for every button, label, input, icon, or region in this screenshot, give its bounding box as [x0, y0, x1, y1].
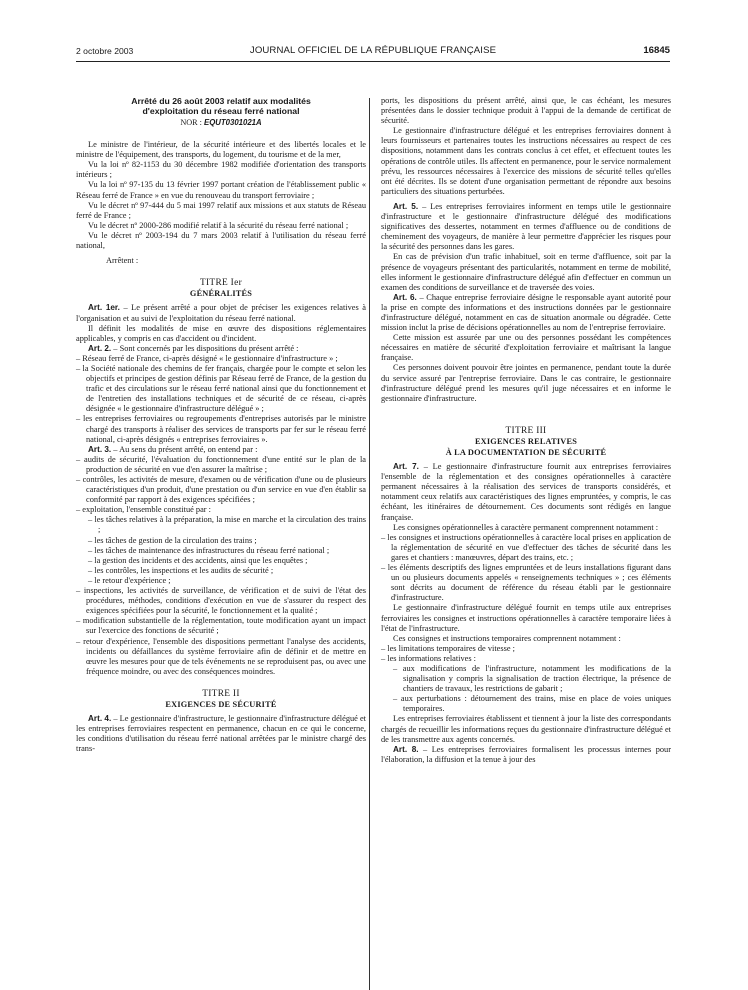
list-item: – audits de sécurité, l'évaluation du fonctionnement d'une entité sur le plan de la production de sécurité en vue d'en assurer la maîtrise ; [76, 454, 366, 474]
list-item: – exploitation, l'ensemble constitué par : [76, 505, 211, 515]
article-3 [76, 445, 366, 455]
article-1 [76, 303, 366, 323]
list-item: – les consignes et instructions opérationnelles à caractère local prises en application de la réglementation de sécurité en vue d'effectuer des tâches de sécurité dans les gares et chantiers : manœuvres, départ des trains, etc. ; [381, 532, 671, 562]
article-7-paragraph: Les consignes opérationnelles à caractère permanent comprennent notamment : [393, 522, 659, 532]
article-7-paragraph: Ces consignes et instructions temporaires comprennent notamment : [393, 633, 621, 643]
header-journal-title: JOURNAL OFFICIEL DE LA RÉPUBLIQUE FRANÇAISE [249, 45, 497, 56]
list-item: – Réseau ferré de France, ci-après désigné « le gestionnaire d'infrastructure » ; [76, 353, 338, 363]
page-header [76, 44, 670, 60]
article-8-label: Art. 8. [393, 744, 419, 754]
article-4-text: – Le gestionnaire d'infrastructure, le gestionnaire d'infrastructure délégué et les entreprises ferroviaires respectent en permanence, chacun en ce qui le concerne, les conditions d'utilisation du réseau ferré national arrêtées par le ministre chargé des trans- [76, 714, 366, 754]
list-item: – les informations relatives : [381, 653, 477, 663]
titre-3-subheading-line2: À LA DOCUMENTATION DE SÉCURITÉ [445, 448, 607, 457]
article-8-text: – Les entreprises ferroviaires formalisent les processus internes pour l'élaboration, la diffusion et la tenue à jour des [381, 744, 671, 764]
article-7-text: – Le gestionnaire d'infrastructure fournit aux entreprises ferroviaires l'ensemble de la réglementation et des consignes opérationnelles à caractère permanent nécessaires à la réalisation des services de transports considérés, et notamment ceux relatifs aux caractéristiques des lignes empruntées, y compris, le cas échéant, les itinéraires de détournement. Ces documents sont rédigés en langue française. [381, 462, 671, 522]
article-4 [76, 714, 366, 754]
article-1-label: Art. 1er. [88, 303, 120, 313]
list-item: – modification substantielle de la réglementation, toute modification ayant un impact sur l'exercice des fonctions de sécurité ; [76, 616, 366, 636]
nor-label: NOR : [180, 118, 202, 127]
titre-3-subheading: EXIGENCES RELATIVES [474, 436, 578, 446]
article-3-label: Art. 3. [88, 444, 112, 454]
article-7-paragraph: Les entreprises ferroviaires établissent et tiennent à jour la liste des correspondants chargés de recueillir les informations reçues du gestionnaire d'infrastructure délégué et de les transmettre aux agents concernés. [381, 714, 671, 744]
list-item: – inspections, les activités de surveillance, de vérification et de suivi de l'état des procédures, méthodes, conditions d'exécution en vue de s'assurer du respect des exigences spécifiées pour la sécurité, le fonctionnement et la qualité ; [76, 586, 366, 616]
article-7 [381, 462, 671, 523]
preamble-paragraph: Vu le décret nº 2000-286 modifié relatif à la sécurité du réseau ferré national ; [88, 220, 349, 230]
list-item: – retour d'expérience, l'ensemble des dispositions permettant l'analyse des accidents, incidents ou défaillances du système ferroviaire afin de définir et de mettre en œuvre les mesures pour que de tels événements ne se reproduisent pas, ou avec une fréquence moindre, ou avec des conséquences moindres. [76, 636, 366, 676]
article-5-text: – Les entreprises ferroviaires informent en temps utile le gestionnaire d'infrastructure et le gestionnaire d'infrastructure délégué des modifications significatives des dessertes, notamment en termes d'affluence ou de conditions de cheminement des voyageurs, de manière à leur permettre d'apprécier les risques pour la sécurité des personnes dans les gares. [381, 201, 671, 252]
article-6-paragraph: Cette mission est assurée par une ou des personnes possédant les compétences nécessaires en matière de sécurité d'exploitation ferroviaire et maîtrisant la langue française. [381, 333, 671, 363]
article-3-text: – Au sens du présent arrêté, on entend par : [111, 444, 258, 454]
article-1-paragraph: Il définit les modalités de mise en œuvre des dispositions réglementaires applicables, y compris en cas d'accident ou d'incident. [76, 323, 366, 343]
article-5-paragraph: En cas de prévision d'un trafic inhabituel, soit en terme d'affluence, soit par la présence de voyageurs présentant des particularités, notamment en terme de mobilité, elles informent le gestionnaire d'infrastructure délégué afin d'effectuer en commun un examen des conditions de surveillance et de traversée des voies. [381, 252, 671, 292]
sub-list-item: – la gestion des incidents et des accidents, ainsi que les enquêtes ; [88, 555, 308, 565]
article-4-continuation: ports, les dispositions du présent arrêté, ainsi que, le cas échéant, les mesures présentées dans le dossier technique produit à l'appui de la demande de certificat de sécurité. [381, 96, 671, 126]
article-4-paragraph: Le gestionnaire d'infrastructure délégué et les entreprises ferroviaires donnent à leurs fournisseurs et partenaires toutes les instructions nécessaires au respect de ces dispositions, notamment dans les contrats conclus à cet effet, et effectuent toutes les opérations de contrôle utiles. Ils affectent en permanence, pour le service normalement prévu, les ressources nécessaires à l'exercice des missions de sécurité telles qu'elles ont été décrites. Ils se dotent d'une organisation permettant de répondre aux besoins particuliers des situations perturbées. [381, 126, 671, 196]
preamble-paragraph: Vu la loi nº 82-1153 du 30 décembre 1982 modifiée d'orientation des transports intérieurs ; [76, 160, 366, 180]
article-6 [381, 293, 671, 333]
titre-3-heading: TITRE III [505, 425, 547, 436]
article-8 [381, 745, 671, 765]
right-column [381, 96, 671, 765]
article-5 [381, 202, 671, 252]
preamble-paragraph: Le ministre de l'intérieur, de la sécurité intérieure et des libertés locales et le ministre de l'équipement, des transports, du logement, du tourisme et de la mer, [76, 140, 366, 160]
preamble-paragraph: Vu le décret nº 97-444 du 5 mai 1997 relatif aux missions et aux statuts de Réseau ferré de France ; [76, 200, 366, 220]
sub-list-item: – aux modifications de l'infrastructure, notamment les modifications de la signalisation y compris la signalisation de traction électrique, la présence de chantiers de travaux, les restrictions de gabarit ; [393, 663, 671, 694]
sub-list-item: – aux perturbations : détournement des trains, mise en place de voies uniques temporaires. [393, 694, 671, 714]
sub-list-item: – le retour d'expérience ; [88, 575, 171, 585]
list-item: – les éléments descriptifs des lignes empruntées et de leurs installations figurant dans un ou plusieurs documents appelés « renseignements techniques » ; ces éléments sont décrits au document de référence du réseau établi par le gestionnaire d'infrastructure. [381, 563, 671, 603]
nor-reference [76, 118, 366, 128]
arrete-title: Arrêté du 26 août 2003 relatif aux modalités d'exploitation du réseau ferré national [131, 96, 311, 116]
preamble-paragraph: Vu le décret nº 2003-194 du 7 mars 2003 relatif à l'utilisation du réseau ferré national, [76, 230, 366, 251]
article-5-label: Art. 5. [393, 201, 419, 211]
titre-2-subheading: EXIGENCES DE SÉCURITÉ [165, 699, 277, 709]
titre-1-heading: TITRE Ier [199, 278, 242, 289]
list-item: – les entreprises ferroviaires ou regroupements d'entreprises autorisés par le ministre chargé des transports à réaliser des services de transports par fer sur le réseau ferré national, ci-après désignés « entreprises ferroviaires ». [76, 414, 366, 444]
list-item: – contrôles, les activités de mesure, d'examen ou de vérification d'une ou de plusieurs caractéristiques d'un produit, d'une prestation ou d'un service en vue d'en établir sa conformité par rapport à des exigences spécifiées ; [76, 475, 366, 505]
article-2-label: Art. 2. [88, 343, 112, 353]
header-rule [76, 61, 670, 62]
sub-list-item: – les tâches de maintenance des infrastructures du réseau ferré national ; [88, 545, 330, 555]
sub-list-item: – les tâches relatives à la préparation, la mise en marche et la circulation des trains ; [88, 515, 366, 535]
column-divider [369, 98, 370, 990]
nor-code: EQUT0301021A [204, 118, 262, 127]
article-6-paragraph: Ces personnes doivent pouvoir être jointes en permanence, pendant toute la durée du service assuré par l'entreprise ferroviaire. Dans le cas contraire, le gestionnaire d'infrastructure délégué prend les mesures qu'il juge nécessaires et en informe le gestionnaire d'infrastructure. [381, 363, 671, 403]
titre-2-heading: TITRE II [202, 688, 240, 699]
article-7-label: Art. 7. [393, 462, 419, 472]
article-2-text: – Sont concernés par les dispositions du présent arrêté : [111, 343, 299, 353]
article-1-text: – Le présent arrêté a pour objet de préciser les exigences relatives à l'organisation et au suivi de l'exploitation du réseau ferré national. [76, 303, 366, 323]
left-column [76, 96, 366, 754]
article-6-text: – Chaque entreprise ferroviaire désigne le responsable ayant autorité pour la prise en compte des informations et des instructions données par le gestionnaire d'infrastructure délégué, notamment en cas de situation anormale ou dégradée. Cette mission inclut la prise de décisions opérationnelles au nom de l'entreprise ferroviaire. [381, 292, 671, 333]
arretent-text: Arrêtent : [106, 256, 139, 266]
article-6-label: Art. 6. [393, 292, 417, 302]
list-item: – les limitations temporaires de vitesse ; [381, 643, 515, 653]
preamble-paragraph: Vu la loi nº 97-135 du 13 février 1997 portant création de l'établissement public « Réseau ferré de France » en vue du renouveau du transport ferroviaire ; [76, 180, 366, 200]
list-item: – la Société nationale des chemins de fer français, chargée pour le compte et selon les objectifs et principes de gestion définis par Réseau ferré de France, de la gestion du trafic et des circulations sur le réseau ferré national ainsi que du fonctionnement et de l'entretien des installations techniques et de sécurité de ce réseau, ci-après désignée « le gestionnaire d'infrastructure délégué » ; [76, 363, 366, 414]
article-7-paragraph: Le gestionnaire d'infrastructure délégué fournit en temps utile aux entreprises ferroviaires les consignes et instructions opérationnelles à caractère temporaire liées à l'état de l'infrastructure. [381, 603, 671, 633]
header-date: 2 octobre 2003 [76, 46, 134, 56]
article-2 [76, 344, 366, 354]
titre-1-subheading: GÉNÉRALITÉS [189, 289, 253, 299]
sub-list-item: – les tâches de gestion de la circulation des trains ; [88, 535, 257, 545]
sub-list-item: – les contrôles, les inspections et les audits de sécurité ; [88, 565, 274, 575]
article-4-label: Art. 4. [88, 714, 112, 724]
header-page-number: 16845 [643, 45, 670, 56]
